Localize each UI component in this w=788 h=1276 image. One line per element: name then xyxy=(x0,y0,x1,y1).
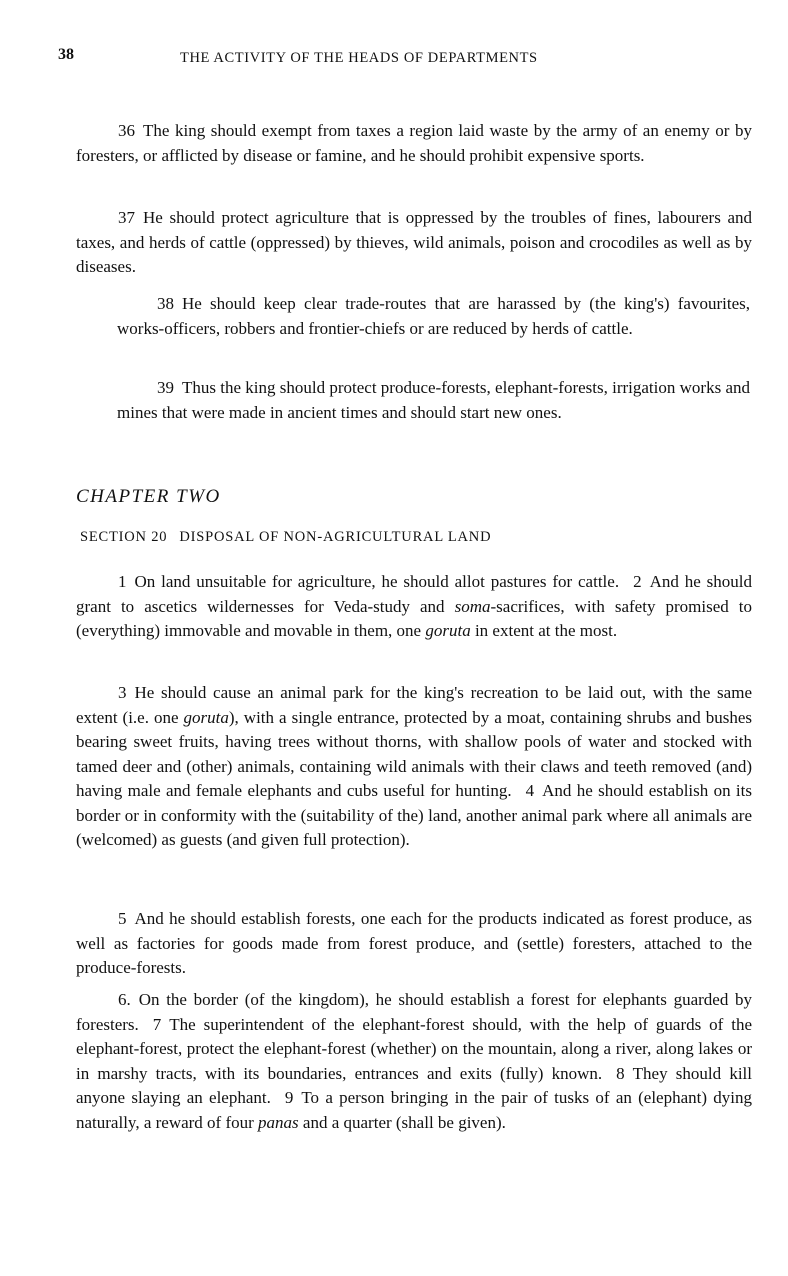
italic-term: goruta xyxy=(183,707,229,727)
paragraph-text: Thus the king should protect produce-forests, elephant-forests, irrigation works and mines that were made in ancient times and should start new ones. xyxy=(117,378,750,422)
paragraph-text: They should kill anyone slaying an elephant. xyxy=(76,1063,752,1107)
paragraph-text: To a person bringing in the pair of tusks of an (elephant) dying naturally, a reward of four xyxy=(76,1088,753,1132)
paragraph-text: On land unsuitable for agriculture, he should allot pastures for cattle. xyxy=(134,572,620,591)
paragraph-text: He should protect agriculture that is oppressed by the troubles of fines, labourers and taxes, and herds of cattle (oppressed) by thieves, wild animals, poison and crocodiles as well as by diseases. xyxy=(76,208,752,276)
paragraph-36 xyxy=(76,119,752,168)
verse-number: 5 xyxy=(118,909,127,928)
paragraph-6-9 xyxy=(76,988,752,1135)
paragraph-3-4 xyxy=(76,681,752,853)
verse-number: 6. xyxy=(118,990,131,1009)
paragraph-text: He should cause an animal park for the king's recreation to be laid out, with the same extent (i.e. one xyxy=(76,683,752,727)
section-title: DISPOSAL OF NON-AGRICULTURAL LAND xyxy=(179,529,492,545)
verse-number: 36 xyxy=(118,121,135,140)
verse-number: 7 xyxy=(152,1014,162,1034)
chapter-title: CHAPTER TWO xyxy=(76,486,221,507)
paragraph-text: He should keep clear trade-routes that are harassed by (the king's) favourites, works-officers, robbers and frontier-chiefs or are reduced by herds of cattle. xyxy=(117,294,750,338)
section-heading xyxy=(80,529,491,546)
verse-number: 4 xyxy=(525,781,535,800)
verse-number: 38 xyxy=(157,294,174,313)
paragraph-text: -sacrifices, with safety promised to (everything) immovable and movable in them, one xyxy=(76,596,752,640)
paragraph-text: in extent at the most. xyxy=(474,621,618,640)
running-head: THE ACTIVITY OF THE HEADS OF DEPARTMENTS xyxy=(180,50,538,66)
paragraph-text: And he should establish forests, one each for the products indicated as forest produce, as well as factories for goods made from forest produce, and (settle) foresters, attached to the produce-forests. xyxy=(76,909,752,977)
verse-number: 2 xyxy=(633,572,642,591)
verse-number: 37 xyxy=(118,208,135,227)
paragraph-37 xyxy=(76,206,752,280)
paragraph-text: ), with a single entrance, protected by a moat, containing shrubs and bushes bearing sweet fruits, having trees without thorns, with shallow pools of water and stocked with tamed deer and (other) animals, containing wild animals with their claws and teeth removed (and) having male and female elephants and cubs useful for hunting. xyxy=(76,707,753,800)
paragraph-text: The superintendent of the elephant-forest should, with the help of guards of the elephant-forest, protect the elephant-forest (whether) on the mountain, along a river, along lakes or in marshy tracts, with its boundaries, entrances and exits (fully) known. xyxy=(76,1014,752,1083)
paragraph-text: and a quarter (shall be given). xyxy=(302,1112,506,1132)
italic-term: goruta xyxy=(425,621,471,640)
verse-number: 9 xyxy=(284,1088,294,1107)
italic-term: panas xyxy=(258,1112,299,1132)
verse-number: 3 xyxy=(118,683,127,702)
paragraph-1-2 xyxy=(76,570,752,644)
paragraph-text: The king should exempt from taxes a region laid waste by the army of an enemy or by foresters, or afflicted by disease or famine, and he should prohibit expensive sports. xyxy=(76,121,752,165)
section-label: SECTION 20 xyxy=(80,529,168,545)
paragraph-text: And he should establish on its border or in conformity with the (suitability of the) land, another animal park where all animals are (welcomed) as guests (and given full protection). xyxy=(76,781,752,849)
verse-number: 8 xyxy=(616,1063,625,1083)
paragraph-39 xyxy=(117,376,750,425)
page-number: 38 xyxy=(58,46,74,63)
paragraph-text: And he should grant to ascetics wildernesses for Veda-study and xyxy=(76,572,752,616)
paragraph-5 xyxy=(76,907,752,981)
italic-term: soma xyxy=(454,596,491,616)
paragraph-text: On the border (of the kingdom), he should establish a forest for elephants guarded by foresters. xyxy=(76,990,752,1034)
paragraph-38 xyxy=(117,292,750,341)
verse-number: 1 xyxy=(118,572,127,591)
verse-number: 39 xyxy=(157,378,174,397)
